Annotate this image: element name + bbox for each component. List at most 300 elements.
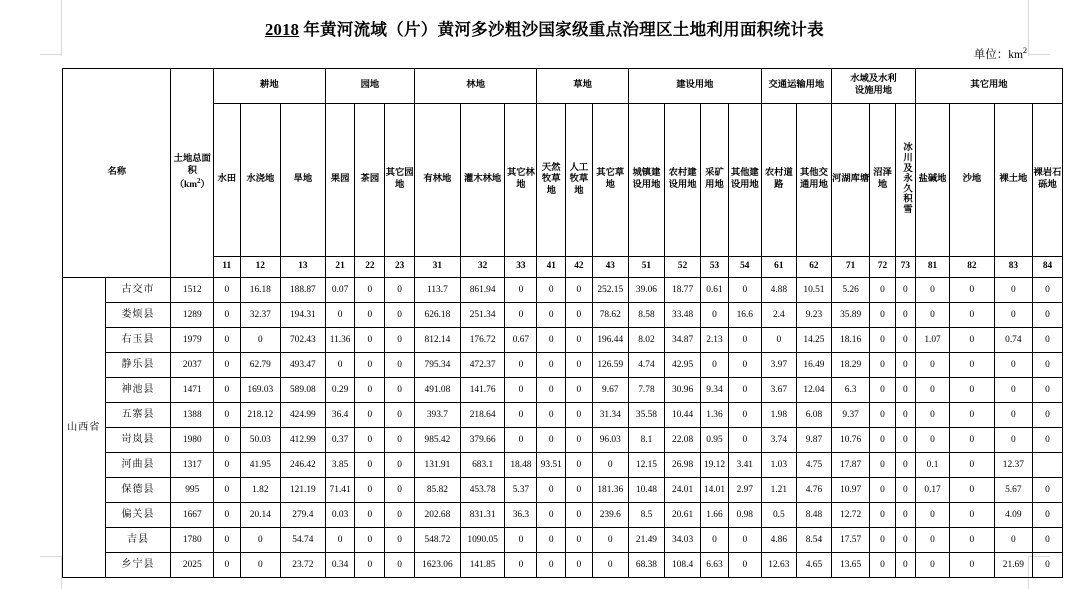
data-cell-42: 0 [566,478,593,503]
data-cell-23: 0 [385,478,415,503]
code-33: 33 [505,257,537,278]
data-cell-53: 14.01 [701,478,729,503]
data-cell-31: 985.42 [415,428,461,453]
data-cell-13: 279.4 [281,503,326,528]
data-cell-51: 8.58 [628,303,664,328]
data-cell-51: 21.49 [628,528,664,553]
row-name-cell: 岢岚县 [105,428,171,453]
data-cell-43: 96.03 [592,428,628,453]
data-cell-71: 5.26 [831,278,869,303]
data-cell-71: 17.87 [831,453,869,478]
data-cell-61: 1.98 [761,403,796,428]
data-cell-33: 0 [505,528,537,553]
data-cell-42: 0 [566,403,593,428]
data-cell-22: 0 [355,528,385,553]
data-cell-41: 0 [537,553,566,578]
data-cell-71: 35.89 [831,303,869,328]
data-cell-61: 4.86 [761,528,796,553]
header-name: 名称 [63,69,171,278]
data-cell-54: 16.6 [728,303,761,328]
header-group-row [63,69,1063,104]
data-cell-83: 0 [994,428,1032,453]
data-cell-62: 16.49 [796,353,831,378]
code-82: 82 [950,257,995,278]
data-cell-41: 0 [537,303,566,328]
row-name-cell: 吉县 [105,528,171,553]
data-cell-23: 0 [385,378,415,403]
data-cell-54: 0 [728,403,761,428]
data-cell-52: 33.48 [665,303,701,328]
header-sub-rural-construction: 农村建设用地 [665,104,701,257]
header-sub-bare-soil: 裸土地 [994,104,1032,257]
data-cell-84: 0 [1032,478,1062,503]
data-cell-21: 0.07 [325,278,355,303]
data-cell-32: 831.31 [460,503,505,528]
data-cell-73: 0 [895,528,915,553]
data-cell-53: 1.66 [701,503,729,528]
data-cell-61: 0.5 [761,503,796,528]
data-cell-21: 3.85 [325,453,355,478]
data-cell-82: 0 [950,328,995,353]
data-cell-33: 0 [505,378,537,403]
data-cell-73: 0 [895,428,915,453]
data-cell-42: 0 [566,553,593,578]
code-23: 23 [385,257,415,278]
data-cell-83: 5.67 [994,478,1032,503]
unit-prefix: 单位： [973,49,1009,61]
data-cell-13: 23.72 [281,553,326,578]
data-cell-13: 188.87 [281,278,326,303]
header-sub-dryland: 旱地 [281,104,326,257]
data-cell-42: 0 [566,453,593,478]
data-cell-81: 0 [916,378,950,403]
data-cell-71: 10.76 [831,428,869,453]
data-cell-41: 93.51 [537,453,566,478]
data-cell-43: 0 [592,553,628,578]
data-cell-43: 239.6 [592,503,628,528]
header-sub-mining: 采矿用地 [701,104,729,257]
header-sub-other-garden: 其它园地 [385,104,415,257]
data-cell-83: 0 [994,403,1032,428]
data-cell-33: 0 [505,403,537,428]
code-83: 83 [994,257,1032,278]
table-row [63,453,1063,478]
data-cell-11: 0 [214,553,241,578]
data-cell-33: 18.48 [505,453,537,478]
data-cell-81: 0.17 [916,478,950,503]
data-cell-23: 0 [385,528,415,553]
data-cell-54: 0.98 [728,503,761,528]
code-51: 51 [628,257,664,278]
header-sub-sandy: 沙地 [950,104,995,257]
data-cell-52: 22.08 [665,428,701,453]
data-cell-31: 85.82 [415,478,461,503]
data-cell-33: 0.67 [505,328,537,353]
data-cell-71: 17.57 [831,528,869,553]
data-cell-82: 0 [950,478,995,503]
data-cell-61: 3.97 [761,353,796,378]
header-sub-other-transport: 其他交通用地 [796,104,831,257]
data-cell-82: 0 [950,278,995,303]
header-sub-urban-construction: 城镇建设用地 [628,104,664,257]
data-cell-73: 0 [895,553,915,578]
header-sub-woodland: 有林地 [415,104,461,257]
data-cell-83: 4.09 [994,503,1032,528]
data-cell-52: 24.01 [665,478,701,503]
data-cell-11: 0 [214,303,241,328]
data-cell-81: 0 [916,403,950,428]
header-sub-river-lake-reservoir: 河湖库塘 [831,104,869,257]
data-cell-61: 4.88 [761,278,796,303]
data-cell-81: 0 [916,553,950,578]
data-cell-21: 11.36 [325,328,355,353]
data-cell-53: 0 [701,303,729,328]
data-cell-52: 10.44 [665,403,701,428]
table-container [0,68,1085,578]
data-cell-84: 0 [1032,428,1062,453]
data-cell-21: 36.4 [325,403,355,428]
data-cell-54: 3.41 [728,453,761,478]
title-text: 年黄河流域（片）黄河多沙粗沙国家级重点治理区土地利用面积统计表 [303,20,824,39]
data-cell-52: 30.96 [665,378,701,403]
data-cell-83: 0 [994,378,1032,403]
data-cell-43: 0 [592,453,628,478]
data-cell-62: 4.65 [796,553,831,578]
data-cell-73: 0 [895,453,915,478]
data-cell-31: 795.34 [415,353,461,378]
header-total-area-sup: 2 [196,177,201,186]
table-row [63,428,1063,453]
row-name-cell: 乡宁县 [105,553,171,578]
data-cell-41: 0 [537,328,566,353]
data-cell-11: 0 [214,528,241,553]
data-cell-54: 2.97 [728,478,761,503]
province-cell: 山西省 [63,278,106,578]
code-31: 31 [415,257,461,278]
data-cell-11: 0 [214,478,241,503]
data-cell-12: 62.79 [240,353,280,378]
unit-value: km [1008,49,1023,61]
data-cell-23: 0 [385,353,415,378]
data-cell-84: 0 [1032,403,1062,428]
data-cell-11: 0 [214,453,241,478]
data-cell-32: 683.1 [460,453,505,478]
data-cell-13: 246.42 [281,453,326,478]
data-cell-32: 218.64 [460,403,505,428]
header-sub-shrub-forest: 灌木林地 [460,104,505,257]
land-use-statistics-table [62,68,1063,578]
data-cell-52: 34.03 [665,528,701,553]
data-cell-81: 1.07 [916,328,950,353]
data-cell-71: 18.29 [831,353,869,378]
data-cell-72: 0 [870,378,896,403]
data-cell-51: 35.58 [628,403,664,428]
data-cell-83: 0 [994,353,1032,378]
data-cell-52: 42.95 [665,353,701,378]
data-cell-84 [1032,453,1062,478]
data-cell-71: 10.97 [831,478,869,503]
row-name-cell: 偏关县 [105,503,171,528]
data-cell-42: 0 [566,328,593,353]
header-total-area-line1: 土地总面 [173,154,211,165]
data-cell-12: 218.12 [240,403,280,428]
data-cell-71: 18.16 [831,328,869,353]
data-cell-81: 0 [916,428,950,453]
data-cell-51: 7.78 [628,378,664,403]
row-name-cell: 右玉县 [105,328,171,353]
data-cell-42: 0 [566,278,593,303]
header-sub-tea-garden: 茶园 [355,104,385,257]
data-cell-32: 379.66 [460,428,505,453]
data-cell-11: 0 [214,378,241,403]
header-sub-natural-pasture: 天然牧草地 [537,104,566,257]
header-total-area [171,69,214,278]
data-cell-73: 0 [895,278,915,303]
header-sub-marsh: 沼泽地 [870,104,896,257]
unit-label [0,46,1085,62]
page-title [0,16,1085,40]
data-cell-33: 36.3 [505,503,537,528]
data-cell-23: 0 [385,403,415,428]
data-cell-51: 8.1 [628,428,664,453]
code-71: 71 [831,257,869,278]
data-cell-33: 0 [505,428,537,453]
data-cell-83: 0 [994,528,1032,553]
data-cell-32: 472.37 [460,353,505,378]
total-area-cell: 2037 [171,353,214,378]
data-cell-71: 13.65 [831,553,869,578]
data-cell-31: 202.68 [415,503,461,528]
header-group-grassland: 草地 [537,69,628,104]
row-name-cell: 保德县 [105,478,171,503]
header-group-water-line2: 设施用地 [854,86,893,96]
data-cell-83: 12.37 [994,453,1032,478]
data-cell-52: 108.4 [665,553,701,578]
data-cell-82: 0 [950,353,995,378]
data-cell-12: 0 [240,328,280,353]
table-row [63,353,1063,378]
total-area-cell: 1512 [171,278,214,303]
data-cell-73: 0 [895,303,915,328]
data-cell-54: 0 [728,428,761,453]
data-cell-32: 453.78 [460,478,505,503]
data-cell-31: 131.91 [415,453,461,478]
data-cell-13: 54.74 [281,528,326,553]
data-cell-72: 0 [870,428,896,453]
data-cell-21: 0.34 [325,553,355,578]
data-cell-43: 0 [592,528,628,553]
data-cell-41: 0 [537,278,566,303]
data-cell-12: 50.03 [240,428,280,453]
data-cell-11: 0 [214,503,241,528]
code-61: 61 [761,257,796,278]
code-32: 32 [460,257,505,278]
data-cell-22: 0 [355,303,385,328]
header-sub-other-grassland: 其它草地 [592,104,628,257]
data-cell-83: 0 [994,303,1032,328]
data-cell-22: 0 [355,428,385,453]
table-row [63,403,1063,428]
data-cell-54: 0 [728,378,761,403]
header-sub-other-construction: 其他建设用地 [728,104,761,257]
data-cell-23: 0 [385,328,415,353]
data-cell-32: 141.85 [460,553,505,578]
data-cell-11: 0 [214,353,241,378]
data-cell-23: 0 [385,278,415,303]
data-cell-52: 20.61 [665,503,701,528]
header-group-construction: 建设用地 [628,69,761,104]
table-row [63,303,1063,328]
data-cell-11: 0 [214,328,241,353]
data-cell-53: 9.34 [701,378,729,403]
data-cell-23: 0 [385,503,415,528]
data-cell-61: 0 [761,328,796,353]
header-group-water [831,69,915,104]
code-73: 73 [895,257,915,278]
data-cell-43: 252.15 [592,278,628,303]
data-cell-61: 3.67 [761,378,796,403]
unit-superscript: 2 [1023,46,1027,56]
table-row [63,478,1063,503]
data-cell-32: 251.34 [460,303,505,328]
data-cell-82: 0 [950,503,995,528]
data-cell-23: 0 [385,553,415,578]
data-cell-62: 8.54 [796,528,831,553]
data-cell-72: 0 [870,353,896,378]
data-cell-21: 0.03 [325,503,355,528]
data-cell-53: 2.13 [701,328,729,353]
code-84: 84 [1032,257,1062,278]
data-cell-11: 0 [214,278,241,303]
data-cell-81: 0 [916,503,950,528]
data-cell-61: 12.63 [761,553,796,578]
data-cell-62: 6.08 [796,403,831,428]
data-cell-11: 0 [214,403,241,428]
data-cell-73: 0 [895,478,915,503]
data-cell-22: 0 [355,503,385,528]
data-cell-13: 194.31 [281,303,326,328]
header-sub-rural-road: 农村道路 [761,104,796,257]
data-cell-82: 0 [950,303,995,328]
data-cell-54: 0 [728,278,761,303]
table-row [63,378,1063,403]
title-year: 2018 [264,20,300,39]
data-cell-23: 0 [385,303,415,328]
code-62: 62 [796,257,831,278]
data-cell-31: 113.7 [415,278,461,303]
total-area-cell: 1388 [171,403,214,428]
header-sub-irrigated: 水浇地 [240,104,280,257]
data-cell-73: 0 [895,328,915,353]
data-cell-84: 0 [1032,328,1062,353]
header-sub-saline: 盐碱地 [916,104,950,257]
total-area-cell: 1471 [171,378,214,403]
data-cell-13: 121.19 [281,478,326,503]
header-total-area-line2: 积（km [174,165,197,191]
data-cell-62: 12.04 [796,378,831,403]
data-cell-21: 0.37 [325,428,355,453]
data-cell-62: 10.51 [796,278,831,303]
data-cell-82: 0 [950,528,995,553]
data-cell-81: 0 [916,278,950,303]
data-cell-12: 32.37 [240,303,280,328]
data-cell-41: 0 [537,528,566,553]
data-cell-13: 412.99 [281,428,326,453]
data-cell-41: 0 [537,478,566,503]
data-cell-12: 1.82 [240,478,280,503]
data-cell-13: 493.47 [281,353,326,378]
data-cell-72: 0 [870,453,896,478]
data-cell-52: 34.87 [665,328,701,353]
data-cell-41: 0 [537,428,566,453]
data-cell-31: 1623.06 [415,553,461,578]
data-cell-53: 0.61 [701,278,729,303]
data-cell-81: 0 [916,303,950,328]
header-group-other: 其它用地 [916,69,1063,104]
data-cell-22: 0 [355,478,385,503]
total-area-cell: 1667 [171,503,214,528]
data-cell-22: 0 [355,353,385,378]
data-cell-12: 20.14 [240,503,280,528]
data-cell-33: 0 [505,553,537,578]
table-row [63,278,1063,303]
code-41: 41 [537,257,566,278]
header-sub-other-forest: 其它林地 [505,104,537,257]
data-cell-72: 0 [870,478,896,503]
total-area-cell: 1780 [171,528,214,553]
data-cell-51: 4.74 [628,353,664,378]
data-cell-52: 26.98 [665,453,701,478]
data-cell-72: 0 [870,503,896,528]
data-cell-12: 16.18 [240,278,280,303]
data-cell-84: 0 [1032,278,1062,303]
data-cell-22: 0 [355,378,385,403]
table-row [63,328,1063,353]
data-cell-41: 0 [537,353,566,378]
data-cell-42: 0 [566,303,593,328]
data-cell-22: 0 [355,403,385,428]
code-12: 12 [240,257,280,278]
data-cell-72: 0 [870,528,896,553]
data-cell-52: 18.77 [665,278,701,303]
header-group-cultivated: 耕地 [214,69,326,104]
data-cell-54: 0 [728,353,761,378]
code-53: 53 [701,257,729,278]
data-cell-72: 0 [870,328,896,353]
data-cell-22: 0 [355,328,385,353]
header-sub-orchard: 果园 [325,104,355,257]
data-cell-32: 861.94 [460,278,505,303]
table-row [63,503,1063,528]
header-sub-glacier-snow-text: 冰川及永久积雪 [901,141,912,214]
data-cell-53: 1.36 [701,403,729,428]
data-cell-62: 8.48 [796,503,831,528]
code-22: 22 [355,257,385,278]
data-cell-53: 0.95 [701,428,729,453]
data-cell-73: 0 [895,403,915,428]
data-cell-21: 0 [325,303,355,328]
data-cell-43: 9.67 [592,378,628,403]
data-cell-83: 0 [994,278,1032,303]
data-cell-21: 0.29 [325,378,355,403]
data-cell-51: 12.15 [628,453,664,478]
data-cell-83: 21.69 [994,553,1032,578]
data-cell-62: 9.23 [796,303,831,328]
data-cell-82: 0 [950,403,995,428]
data-cell-51: 10.48 [628,478,664,503]
code-43: 43 [592,257,628,278]
data-cell-31: 812.14 [415,328,461,353]
